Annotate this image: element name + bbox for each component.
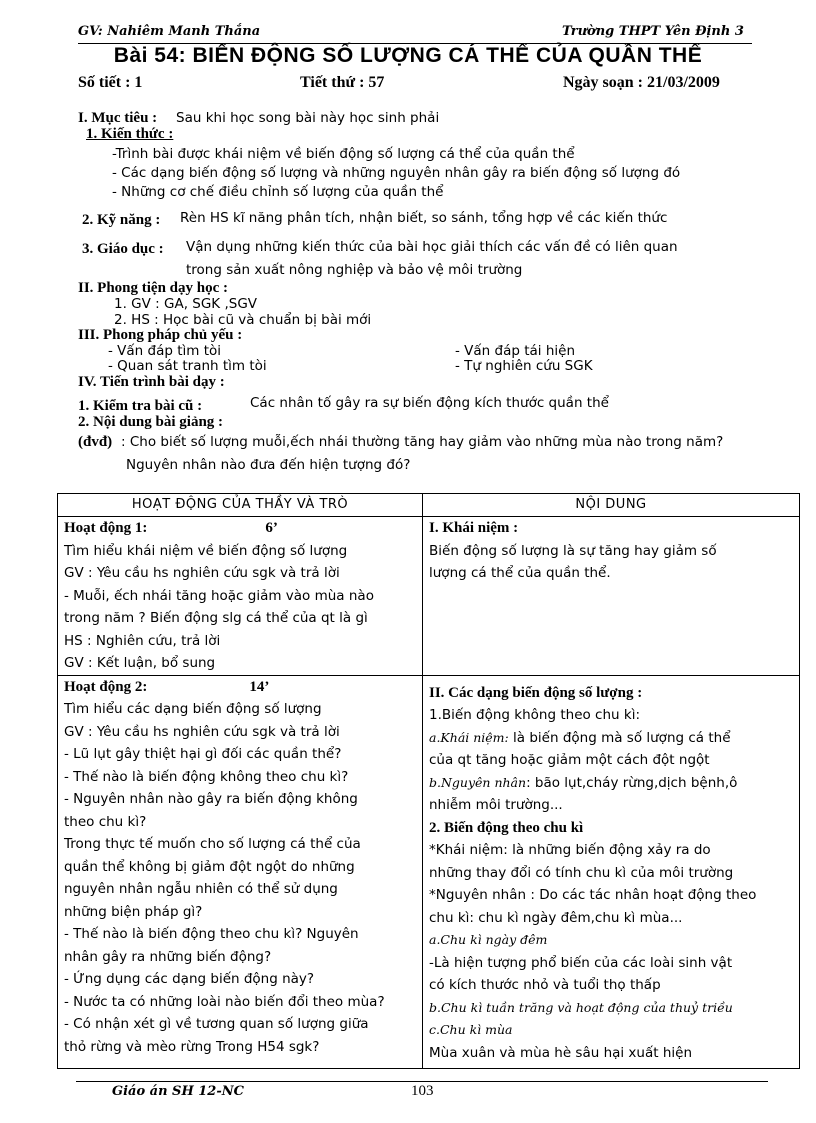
objectives-intro: Sau khi học song bài này học sinh phải [176, 110, 440, 126]
activity-line: những biện pháp gì? [64, 903, 203, 920]
col-header-content: NỘI DUNG [423, 494, 800, 517]
period-number: Tiết thứ : 57 [300, 74, 385, 91]
content-line: có kích thước nhỏ và tuổi thọ thấp [429, 977, 661, 993]
activity-1-cell [58, 517, 423, 676]
activity-line: quần thể không bị giảm đột ngột do những [64, 858, 355, 875]
content-line: những thay đổi có tính chu kì của môi trường [429, 864, 734, 881]
activity-line: Tìm hiểu khái niệm về biến động số lượng [64, 542, 348, 559]
activity-line: thỏ rừng và mèo rừng Trong H54 sgk? [64, 1038, 320, 1055]
content-1-cell [423, 517, 800, 676]
content-line: -Là hiện tượng phổ biến của các loài sinh vật [429, 954, 733, 971]
activity-line: GV : Yêu cầu hs nghiên cứu sgk và trả lời [64, 723, 340, 740]
activity-line: - Thế nào là biến động theo chu kì? Nguyên [64, 926, 359, 942]
activity-line: - Nước ta có những loài nào biến đổi theo mùa? [64, 993, 385, 1010]
content-subtitle: a.Chu kì ngày đêm [429, 932, 548, 947]
method-item: - Vấn đáp tìm tòi [108, 343, 222, 359]
activity-line: - Lũ lụt gây thiệt hại gì đối các quần thể? [64, 746, 342, 762]
content-2-cell [423, 675, 800, 1068]
activity-2-cell [58, 675, 423, 1068]
activity-line: nhân gây ra những biến động? [64, 948, 272, 965]
activity-line: Trong thực tế muốn cho số lượng cá thể của [64, 836, 361, 852]
activity-line: - Muỗi, ếch nhái tăng hoặc giảm vào mùa nào [64, 587, 374, 604]
activity-line: - Ứng dụng các dạng biến động này? [64, 971, 315, 987]
education-text: trong sản xuất nông nghiệp và bảo vệ môi trường [186, 262, 523, 278]
content-line: chu kì: chu kì ngày đêm,chu kì mùa... [429, 909, 683, 926]
content-line: là biến động mà số lượng cá thể [508, 729, 731, 746]
knowledge-heading: 1. Kiến thức : [86, 126, 174, 142]
col-header-activities: HOẠT ĐỘNG CỦA THẦY VÀ TRÒ [58, 494, 423, 517]
check-text: Các nhân tố gây ra sự biến động kích thước quần thể [250, 395, 609, 411]
content-line: : bão lụt,cháy rừng,dịch bệnh,ô [526, 774, 738, 791]
means-heading: II. Phong tiện dạy học : [78, 280, 229, 296]
method-item: - Vấn đáp tái hiện [455, 343, 575, 359]
prep-date: Ngày soạn : 21/03/2009 [563, 74, 720, 91]
content-line: Mùa xuân và mùa hè sâu hại xuất hiện [429, 1044, 693, 1061]
knowledge-item: - Các dạng biến động số lượng và những nguyên nhân gây ra biến động số lượng đó [112, 165, 681, 181]
skills-text: Rèn HS kĩ năng phân tích, nhận biết, so sánh, tổng hợp về các kiến thức [180, 210, 668, 226]
activity-2-title: Hoạt động 2: [64, 678, 148, 695]
lesson-table [57, 493, 800, 1069]
activity-line: GV : Kết luận, bổ sung [64, 655, 216, 671]
page-number: 103 [411, 1083, 434, 1099]
education-text: Vận dụng những kiến thức của bài học giải thích các vấn đề có liên quan [186, 239, 678, 255]
means-hs: 2. HS : Học bài cũ và chuẩn bị bài mới [114, 312, 372, 328]
methods-heading: III. Phong pháp chủ yếu : [78, 327, 243, 343]
process-heading: IV. Tiến trình bài dạy : [78, 374, 225, 390]
content-line: nhiễm môi trường... [429, 797, 563, 813]
means-gv: 1. GV : GA, SGK ,SGV [114, 296, 258, 312]
activity-1-time: 6’ [265, 520, 278, 536]
knowledge-item: -Trình bài được khái niệm về biến động số lượng cá thể của quần thể [112, 146, 575, 162]
content-label: a.Khái niệm: [429, 729, 509, 745]
header-teacher: GV: Nahiêm Manh Thắna [78, 24, 261, 39]
activity-line: HS : Nghiên cứu, trả lời [64, 632, 221, 649]
content-1-title: I. Khái niệm : [429, 520, 519, 536]
knowledge-item: - Những cơ chế điều chỉnh số lượng của quần thể [112, 184, 444, 200]
activity-line: GV : Yêu cầu hs nghiên cứu sgk và trả lời [64, 565, 340, 581]
intro-line: Nguyên nhân nào đưa đến hiện tượng đó? [126, 457, 411, 473]
activity-line: trong năm ? Biến động slg cá thể của qt là gì [64, 610, 368, 626]
content-heading: 2. Nội dung bài giảng : [78, 414, 224, 430]
footer-rule [76, 1081, 768, 1082]
objectives-heading: I. Mục tiêu : [78, 110, 158, 126]
content-line: Biến động số lượng là sự tăng hay giảm số [429, 542, 717, 559]
method-item: - Tự nghiên cứu SGK [455, 358, 593, 374]
lesson-title: Bài 54: BIẾN ĐỘNG SỐ LƯỢNG CÁ THỂ CỦA QUẦN THỂ [113, 44, 703, 67]
content-line: *Khái niệm: là những biến động xảy ra do [429, 842, 711, 858]
periods: Số tiết : 1 [78, 74, 143, 91]
activity-line: Tìm hiểu các dạng biến động số lượng [64, 701, 322, 717]
education-heading: 3. Giáo dục : [82, 241, 164, 257]
activity-line: - Thế nào là biến động không theo chu kì? [64, 768, 349, 785]
method-item: - Quan sát tranh tìm tòi [108, 358, 267, 374]
intro-tag: (đvđ) [78, 434, 113, 450]
activity-line: nguyên nhân ngẫu nhiên có thể sử dụng [64, 881, 338, 897]
content-line: của qt tăng hoặc giảm một cách đột ngột [429, 752, 710, 768]
content-subtitle: 2. Biến động theo chu kì [429, 819, 584, 836]
activity-line: - Có nhận xét gì về tương quan số lượng giữa [64, 1016, 369, 1032]
footer-left: Giáo án SH 12-NC [112, 1084, 244, 1099]
header-school: Trường THPT Yên Định 3 [562, 24, 744, 39]
content-line: 1.Biến động không theo chu kì: [429, 707, 640, 723]
check-heading: 1. Kiểm tra bài cũ : [78, 398, 203, 414]
intro-line: : Cho biết số lượng muỗi,ếch nhái thường tăng hay giảm vào những mùa nào trong năm? [121, 434, 724, 450]
content-label: b.Nguyên nhân [429, 774, 527, 790]
content-line: *Nguyên nhân : Do các tác nhân hoạt động theo [429, 887, 757, 903]
content-2-title: II. Các dạng biến động số lượng : [429, 684, 643, 701]
activity-line: theo chu kì? [64, 813, 147, 830]
content-line: lượng cá thể của quần thể. [429, 565, 611, 581]
activity-1-title: Hoạt động 1: [64, 520, 148, 536]
activity-2-time: 14’ [249, 678, 270, 695]
content-subtitle: c.Chu kì mùa [429, 1022, 513, 1037]
skills-heading: 2. Kỹ năng : [82, 212, 161, 228]
content-subtitle: b.Chu kì tuần trăng và hoạt động của thuỷ triều [429, 999, 733, 1015]
activity-line: - Nguyên nhân nào gây ra biến động không [64, 791, 358, 807]
